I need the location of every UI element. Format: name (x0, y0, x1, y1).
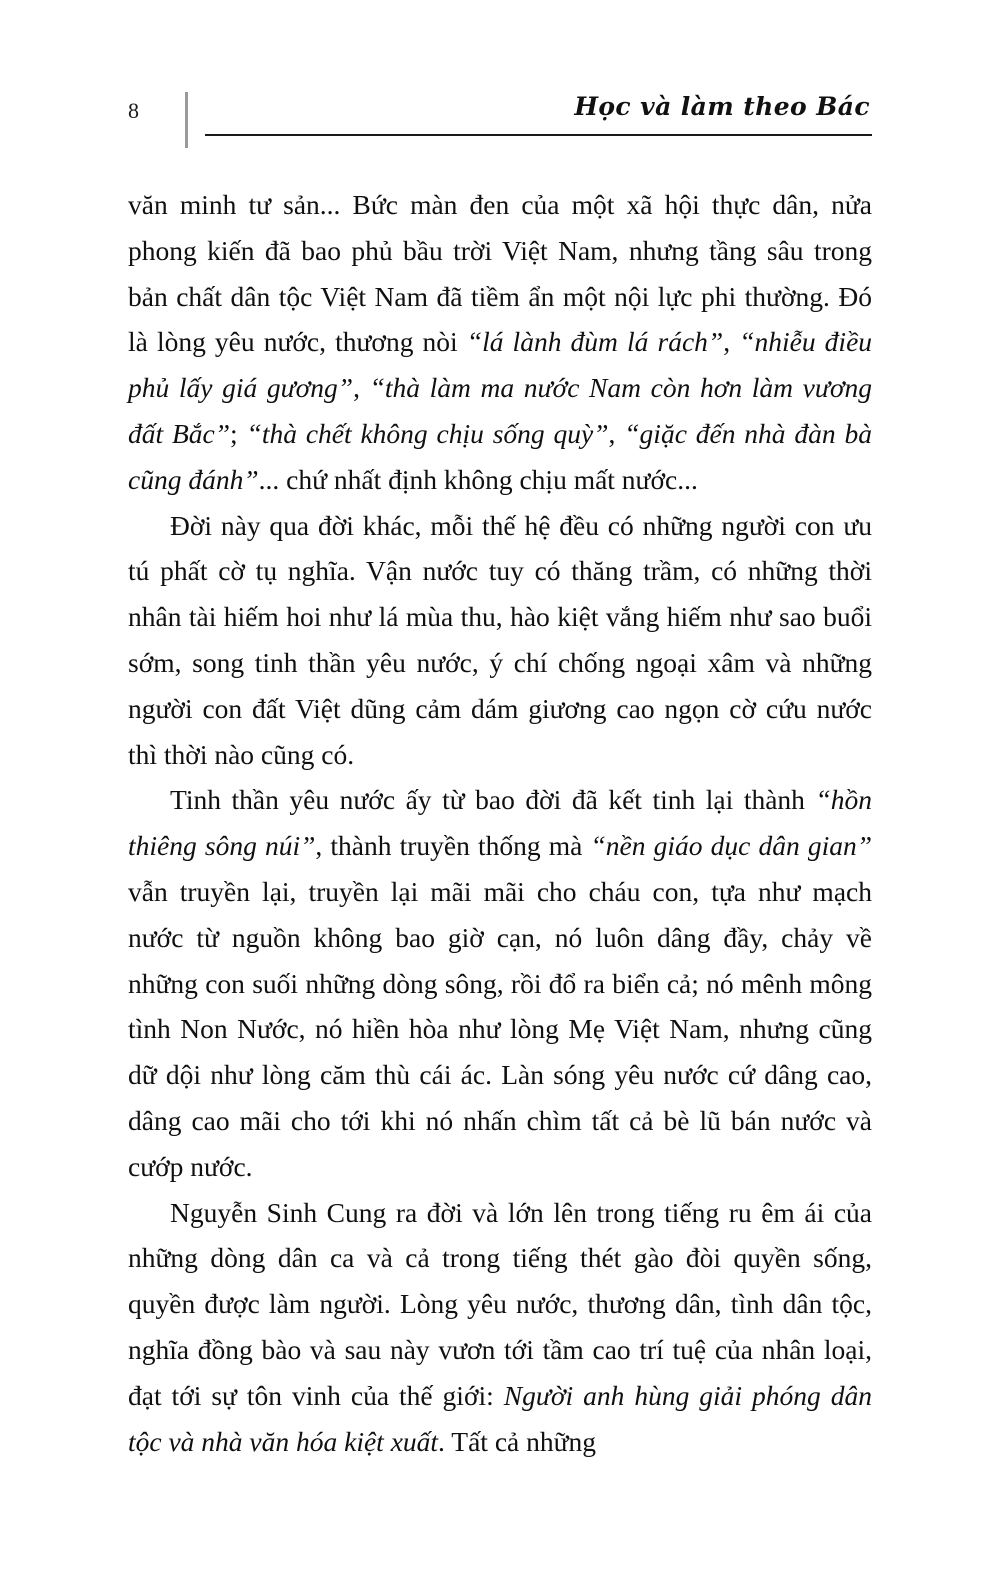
text-run: Nguyễn Sinh Cung ra đời và lớn lên trong tiếng ru êm ái của những dòng dân ca và cả trong tiếng thét gào đòi quyền sống, quyền được làm người. Lòng yêu nước, thương dân, tình dân tộc, nghĩa đồng bào và sau này vươn tới tầm cao trí tuệ của nhân loại, đạt tới sự tôn vinh của thế giới: (128, 1196, 872, 1411)
paragraph (128, 182, 872, 503)
quoted-italic-text: “nền giáo dục dân gian” (590, 830, 872, 862)
text-run: , (608, 417, 625, 449)
book-title: Học và làm theo Bác (574, 92, 870, 121)
page-body (128, 182, 872, 1464)
paragraph (128, 1190, 872, 1465)
quoted-italic-text: “thà chết không chịu sống quỳ” (246, 417, 609, 449)
text-run: Đời này qua đời khác, mỗi thế hệ đều có những người con ưu tú phất cờ tụ nghĩa. Vận nước tuy có thăng trầm, có những thời nhân tài hiếm hoi như lá mùa thu, hào kiệt vắng hiếm như sao buổi sớm, song tinh thần yêu nước, ý chí chống ngoại xâm và những người con đất Việt dũng cảm dám giương cao ngọn cờ cứu nước thì thời nào cũng có. (128, 509, 872, 770)
quoted-italic-text: “hồn thiêng sông núi” (128, 784, 872, 862)
text-run: ; (230, 417, 247, 449)
paragraph (128, 503, 872, 778)
text-run: vẫn truyền lại, truyền lại mãi mãi cho cháu con, tựa như mạch nước từ nguồn không bao giờ cạn, nó luôn dâng đầy, chảy về những con suối những dòng sông, rồi đổ ra biển cả; nó mênh mông tình Non Nước, nó hiền hòa như lòng Mẹ Việt Nam, nhưng cũng dữ dội như lòng căm thù cái ác. Làn sóng yêu nước cứ dâng cao, dâng cao mãi cho tới khi nó nhấn chìm tất cả bè lũ bán nước và cướp nước. (128, 875, 872, 1182)
text-run: , thành truyền thống mà (315, 830, 591, 862)
quoted-italic-text: “thà làm ma nước Nam còn hơn làm vương đất Bắc” (128, 372, 873, 449)
page-number: 8 (128, 98, 140, 123)
text-run: , (353, 372, 370, 404)
text-run: văn minh tư sản... Bức màn đen của một xã hội thực dân, nửa phong kiến đã bao phủ bầu trời Việt Nam, nhưng tầng sâu trong bản chất dân tộc Việt Nam đã tiềm ẩn một nội lực phi thường. Đó là lòng yêu nước, thương nòi (128, 189, 872, 358)
paragraph (128, 777, 872, 1189)
quoted-italic-text: “lá lành đùm lá rách” (466, 326, 724, 358)
header-vertical-rule (185, 92, 188, 148)
quoted-italic-text: “giặc đến nhà đàn bà cũng đánh” (128, 417, 873, 495)
text-run: , (723, 326, 740, 358)
text-run: Tinh thần yêu nước ấy từ bao đời đã kết tinh lại thành (170, 784, 816, 816)
header-horizontal-rule (205, 134, 872, 136)
text-run: ... chứ nhất định không chịu mất nước... (258, 463, 698, 495)
page-header (0, 92, 1000, 152)
text-run: . Tất cả những (438, 1425, 597, 1457)
quoted-italic-text: “nhiễu điều phủ lấy giá gương” (128, 326, 873, 404)
quoted-italic-text: Người anh hùng giải phóng dân tộc và nhà văn hóa kiệt xuất (128, 1379, 872, 1457)
